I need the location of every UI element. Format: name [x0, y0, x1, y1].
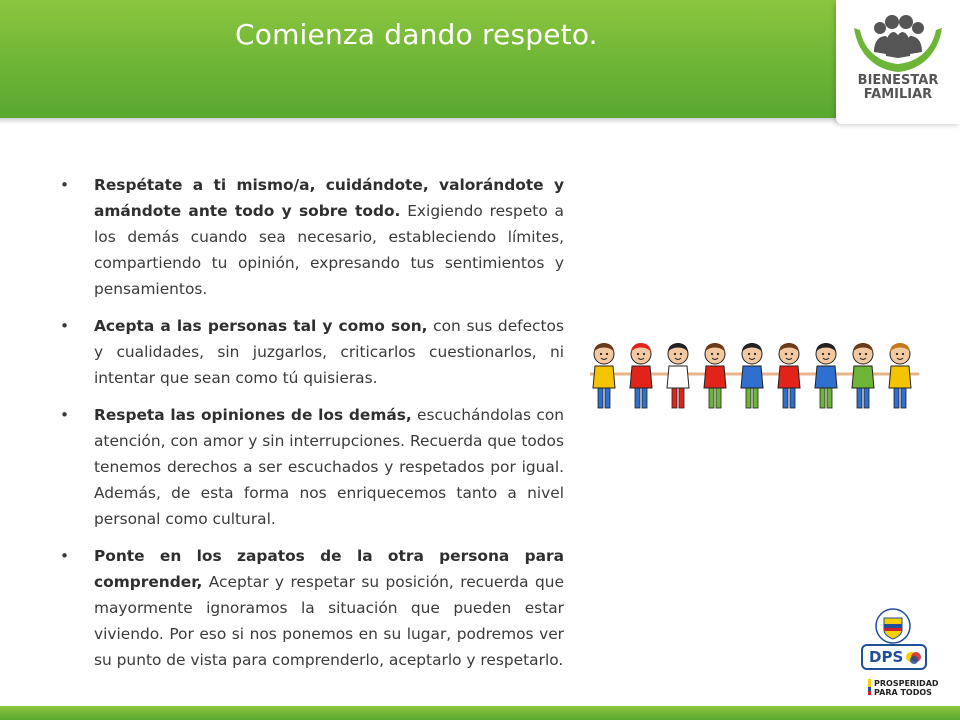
- dps-label: DPS: [869, 648, 904, 666]
- dps-logo: [861, 644, 927, 670]
- bullet-list: [60, 172, 564, 684]
- flag-stripe-icon: [868, 679, 871, 695]
- child-figure: [660, 343, 696, 408]
- bullet-bold-text: Ponte en los zapatos de la otra persona para comprender,: [94, 547, 564, 591]
- logo-text-line1: BIENESTAR: [857, 73, 939, 88]
- slide-title: Comienza dando respeto.: [235, 18, 598, 51]
- bullet-text: escuchándolas con atención, con amor y sin interrupciones. Recuerda que todos tenemos derechos a ser escuchados y respetados por igual. Además, de esta forma nos enriquecemos tanto a nivel personal como cultural.: [94, 406, 564, 528]
- bullet-item: [60, 313, 564, 391]
- bullet-item: [60, 543, 564, 673]
- bienestar-familiar-logo: [836, 0, 960, 124]
- prosperidad-line2: PARA TODOS: [874, 688, 932, 697]
- bullet-text: Aceptar y respetar su posición, recuerda que mayormente ignoramos la situación que pueden estar viviendo. Por eso si nos ponemos en su lugar, podremos ver su punto de vista para comprenderlo, aceptarlo y respetarlo.: [94, 573, 564, 669]
- child-figure: [808, 343, 844, 408]
- bullet-bold-text: Respeta las opiniones de los demás,: [94, 406, 412, 424]
- prosperidad-logo: [868, 679, 939, 697]
- colombia-coat-of-arms-icon: [856, 606, 930, 646]
- bienestar-familiar-hands-icon: [836, 0, 960, 80]
- header-shadow: [0, 118, 960, 124]
- children-holding-hands-illustration: [590, 332, 930, 417]
- child-figure: [623, 343, 659, 408]
- bullet-item: [60, 402, 564, 532]
- bullet-bold-text: Respétate a ti mismo/a, cuidándote, valorándote y amándote ante todo y sobre todo.: [94, 176, 564, 220]
- bullet-text: con sus defectos y cualidades, sin juzgarlos, criticarlos cuestionarlos, ni intentar que sean como tú quisieras.: [94, 317, 564, 387]
- bullet-bold-text: Acepta a las personas tal y como son,: [94, 317, 428, 335]
- child-figure: [845, 343, 881, 408]
- dps-swirl-icon: [903, 647, 925, 667]
- bullet-item: [60, 172, 564, 302]
- child-figure: [882, 343, 918, 408]
- child-figure: [734, 343, 770, 408]
- child-figure: [697, 343, 733, 408]
- prosperidad-line1: PROSPERIDAD: [874, 679, 939, 688]
- child-figure: [771, 343, 807, 408]
- logo-text-line2: FAMILIAR: [863, 87, 933, 102]
- bullet-text: Exigiendo respeto a los demás cuando sea necesario, estableciendo límites, compartiendo tu opinión, expresando tus sentimientos y pensamientos.: [94, 202, 564, 298]
- footer-bar: [0, 706, 960, 720]
- child-figure: [590, 343, 622, 408]
